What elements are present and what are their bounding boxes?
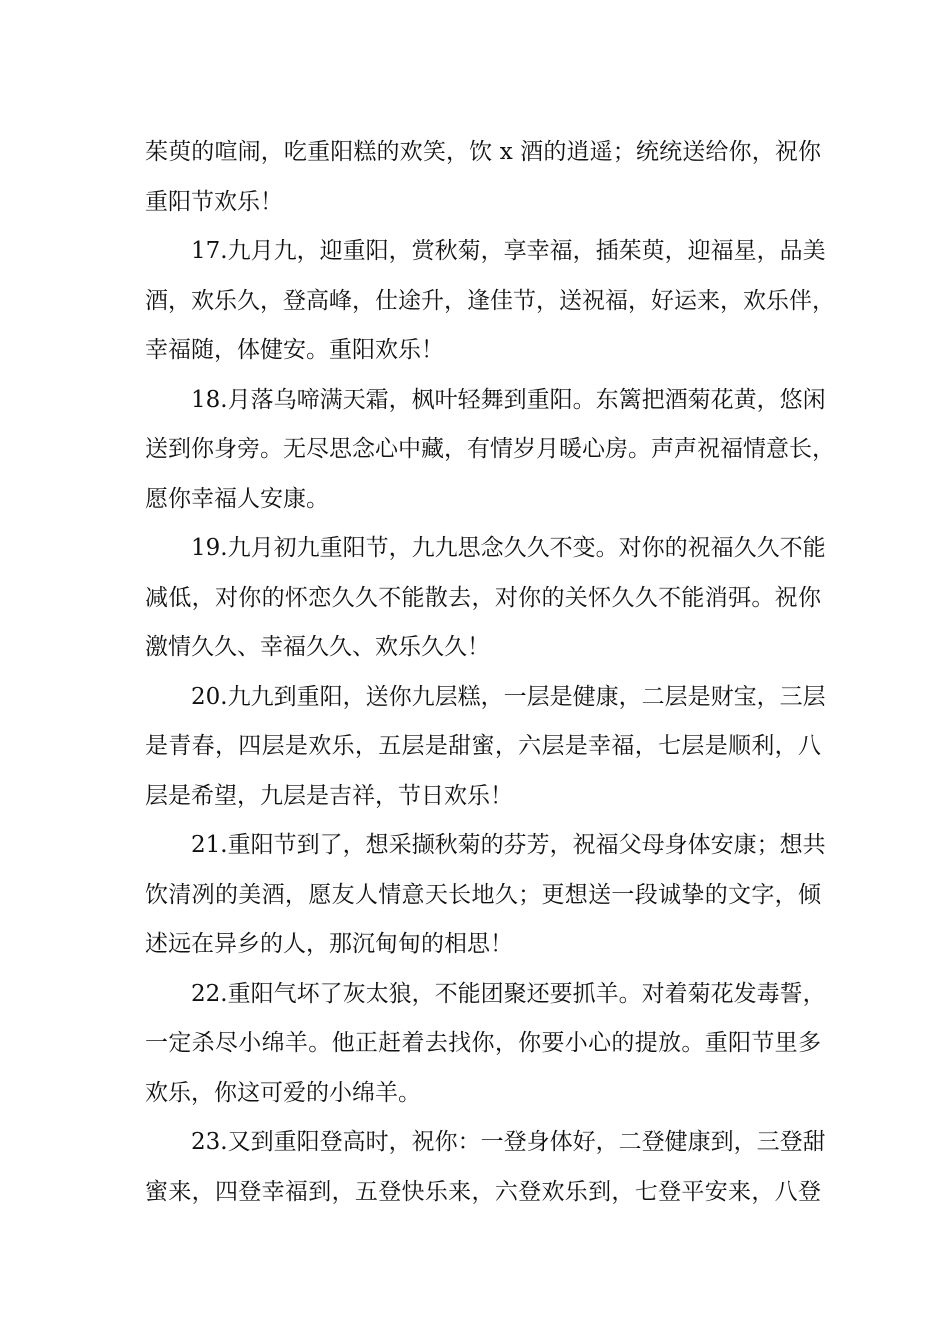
text-line: 茱萸的喧闹，吃重阳糕的欢笑，饮 x 酒的逍遥；统统送给你，祝你 [145,139,821,165]
text-line: 重阳节欢乐！ [145,188,283,215]
document-body [145,128,835,1217]
text-line: 欢乐，你这可爱的小绵羊。 [145,1079,421,1106]
text-line: 18.月落乌啼满天霜，枫叶轻舞到重阳。东篱把酒菊花黄，悠闲 [191,386,826,413]
text-line: 述远在异乡的人，那沉甸甸的相思！ [145,931,513,957]
text-line: 酒，欢乐久，登高峰，仕途升，逢佳节，送祝福，好运来，欢乐伴， [145,287,835,314]
text-line: 是青春，四层是欢乐，五层是甜蜜，六层是幸福，七层是顺利，八 [145,733,821,759]
text-line: 幸福随，体健安。重阳欢乐！ [145,337,444,363]
text-line: 饮清冽的美酒，愿友人情意天长地久；更想送一段诚挚的文字，倾 [145,881,821,908]
text-line: 22.重阳气坏了灰太狼，不能团聚还要抓羊。对着菊花发毒誓， [191,980,826,1007]
text-line: 19.九月初九重阳节，九九思念久久不变。对你的祝福久久不能 [191,535,826,561]
text-line: 一定杀尽小绵羊。他正赶着去找你，你要小心的提放。重阳节里多 [145,1030,821,1056]
text-line: 20.九九到重阳，送你九层糕，一层是健康，二层是财宝，三层 [191,683,826,710]
text-line: 愿你幸福人安康。 [145,485,329,512]
text-line: 层是希望，九层是吉祥，节日欢乐！ [145,782,513,809]
text-line: 减低，对你的怀恋久久不能散去，对你的关怀久久不能消弭。祝你 [145,584,821,611]
text-line: 21.重阳节到了，想采撷秋菊的芬芳，祝福父母身体安康；想共 [191,832,826,858]
text-line: 23.又到重阳登高时，祝你：一登身体好，二登健康到，三登甜 [191,1129,826,1155]
text-line: 17.九月九，迎重阳，赏秋菊，享幸福，插茱萸，迎福星，品美 [191,238,826,264]
text-line: 激情久久、幸福久久、欢乐久久！ [145,634,490,660]
text-line: 蜜来，四登幸福到，五登快乐来，六登欢乐到，七登平安来，八登 [145,1178,821,1205]
text-line: 送到你身旁。无尽思念心中藏，有情岁月暖心房。声声祝福情意长， [145,436,835,462]
